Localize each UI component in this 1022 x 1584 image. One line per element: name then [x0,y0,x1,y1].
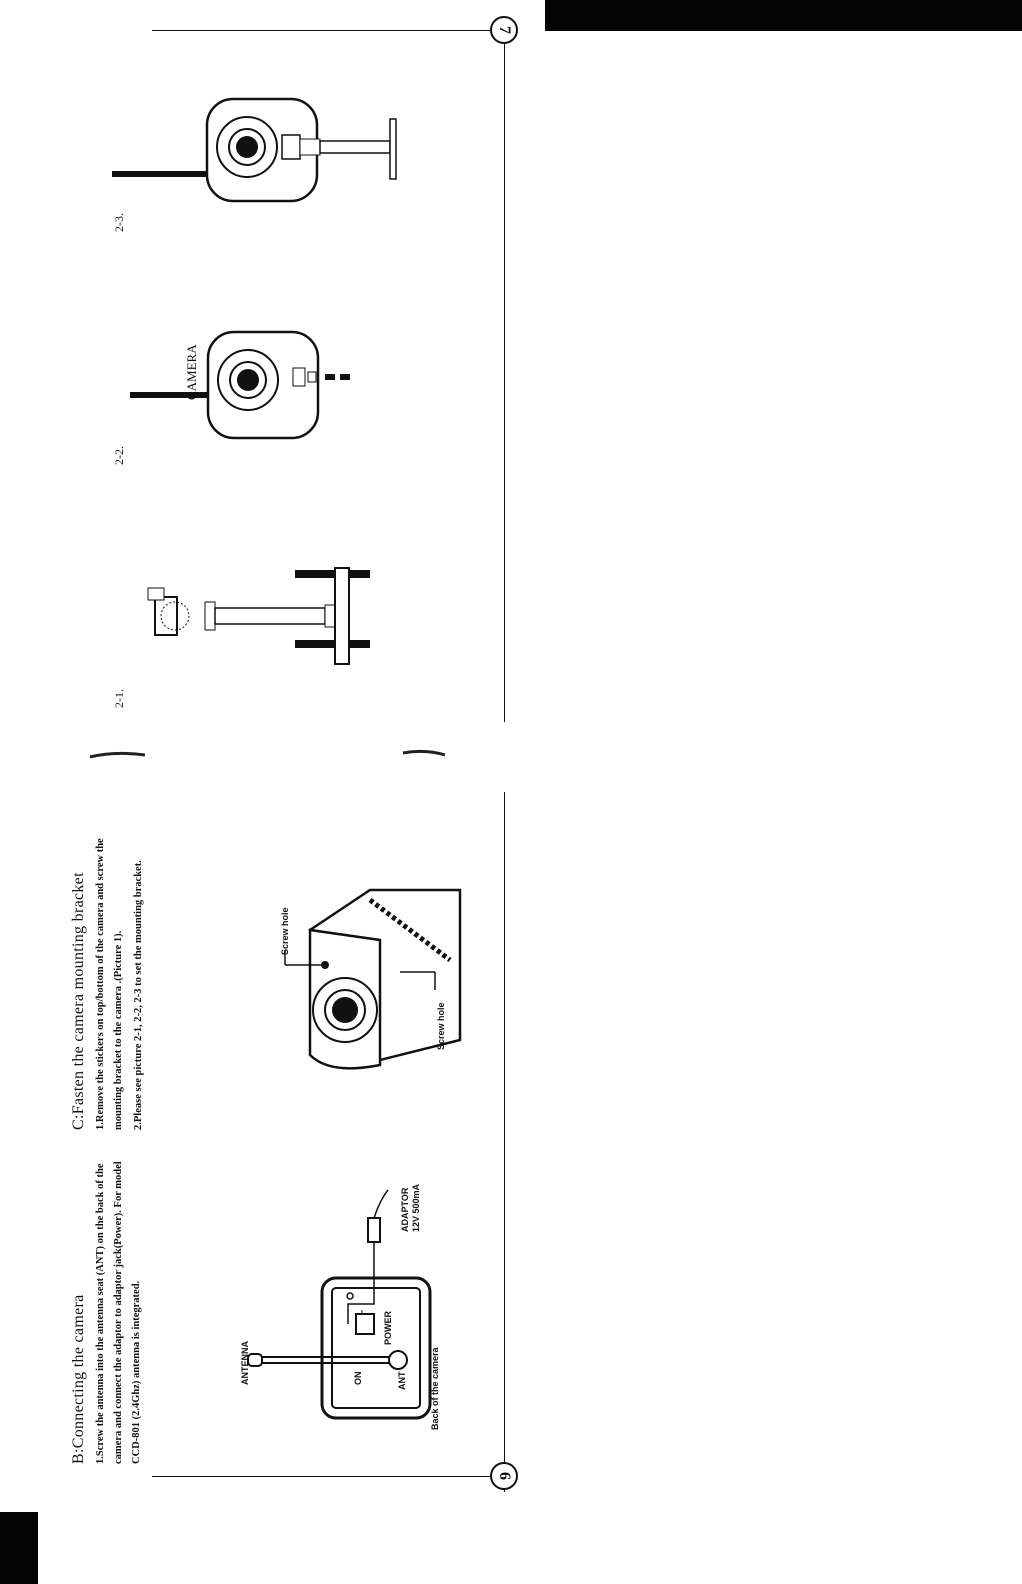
scan-edge-top [545,0,1022,31]
left-page-border [504,792,505,1492]
camera-label: CAMERA [184,344,199,400]
scan-edge-bottom [0,1512,38,1584]
antenna-label: ANTENNA [240,1341,250,1385]
screw-hole-top-label: Screw hole [280,907,290,955]
figure-2-2-camera [130,330,370,440]
figure-2-1-bracket [110,560,380,670]
section-b-paragraph: 1.Screw the antenna into the antenna seat (ANT) on the back of the camera and connect the adaptor to adaptor jack(Power). For model CCD-801 (2.4Ghz) antenna is integrated. [95,1161,142,1464]
adaptor-label: ADAPTOR [400,1187,410,1232]
figure-2-3-mounted-camera [112,95,412,205]
camera-body-figure [270,880,480,1080]
figure-2-2-label: 2-2. [112,446,126,465]
back-of-camera-caption: Back of the camera [430,1347,440,1430]
page-number-7: 7 [490,16,518,44]
section-b-heading: B:Connecting the camera [70,1294,87,1464]
left-page-bottom-line [152,1476,504,1477]
right-page-top-line [152,30,504,31]
right-page-border [504,30,505,722]
adaptor-rating-label: 12V 500mA [411,1183,421,1232]
section-c-item-2: 2.Please see picture 2-1, 2-2, 2-3 to set the mounting bracket. [133,860,144,1130]
figure-2-3-label: 2-3. [112,213,126,232]
screw-hole-bottom-label: Screw hole [436,1002,446,1050]
power-label: POWER [383,1310,393,1345]
section-c-heading: C:Fasten the camera mounting bracket [70,872,87,1130]
figure-2-1-label: 2-1. [112,689,126,708]
ant-label: ANT [397,1371,407,1390]
section-c-item-1: 1.Remove the stickers on top/bottom of the camera and screw the mounting bracket to the camera .(Picture 1). [95,838,124,1130]
page-number-6: 6 [490,1462,518,1490]
fold-marks [85,745,465,775]
on-label: ON [353,1371,363,1385]
